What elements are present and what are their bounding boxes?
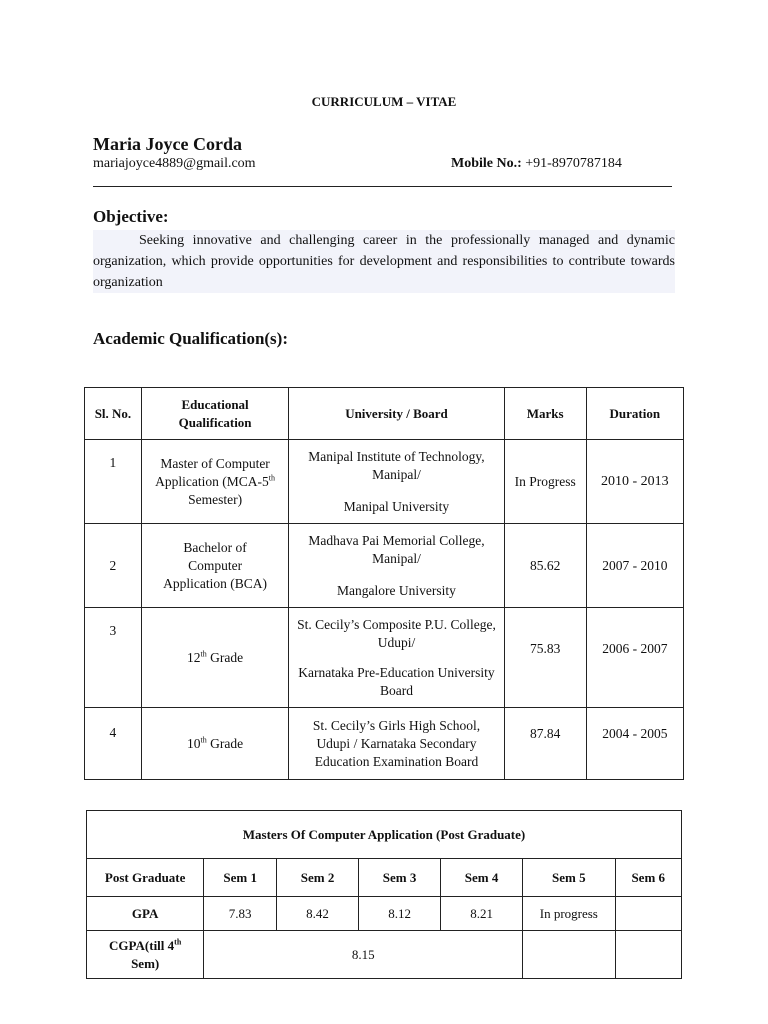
cell-duration: 2004 - 2005 — [586, 708, 683, 780]
col-header-sem1: Sem 1 — [204, 859, 277, 897]
gpa-sem4: 8.21 — [441, 897, 523, 931]
cell-university: Manipal Institute of Technology, Manipal/ Manipal University — [289, 440, 504, 524]
mca-title-row — [87, 811, 682, 859]
mca-gpa-table — [86, 810, 682, 979]
table-row — [85, 524, 684, 608]
cell-qualification: 12th Grade — [141, 608, 288, 708]
document-title: CURRICULUM – VITAE — [311, 94, 457, 109]
cgpa-label: CGPA(till 4th Sem) — [87, 931, 204, 979]
cell-marks: In Progress — [504, 440, 586, 524]
col-header-post-graduate: Post Graduate — [87, 859, 204, 897]
mca-header-row — [87, 859, 682, 897]
email-address: mariajoyce4889@gmail.com — [93, 156, 256, 171]
cell-qualification: Bachelor of Computer Application (BCA) — [141, 524, 288, 608]
objective-heading: Objective: — [93, 207, 169, 226]
col-header-sem4: Sem 4 — [441, 859, 523, 897]
cell-marks: 85.62 — [504, 524, 586, 608]
cell-slno: 3 — [85, 608, 142, 708]
col-header-sem3: Sem 3 — [359, 859, 441, 897]
gpa-sem3: 8.12 — [359, 897, 441, 931]
candidate-name: Maria Joyce Corda — [93, 134, 242, 154]
cell-marks: 75.83 — [504, 608, 586, 708]
cell-university: St. Cecily’s Girls High School, Udupi / Karnataka Secondary Education Examination Board — [289, 708, 504, 780]
col-header-sem5: Sem 5 — [523, 859, 615, 897]
mobile-label: Mobile No.: — [451, 156, 522, 171]
gpa-sem1: 7.83 — [204, 897, 277, 931]
cell-university: St. Cecily’s Composite P.U. College, Udupi/ Karnataka Pre-Education University Board — [289, 608, 504, 708]
cell-qualification: 10th Grade — [141, 708, 288, 780]
gpa-row — [87, 897, 682, 931]
table-row — [85, 708, 684, 780]
gpa-sem6 — [615, 897, 681, 931]
cell-duration: 2006 - 2007 — [586, 608, 683, 708]
objective-text — [93, 230, 675, 293]
col-header-university: University / Board — [289, 388, 504, 440]
cell-marks: 87.84 — [504, 708, 586, 780]
table-row — [85, 440, 684, 524]
cgpa-row — [87, 931, 682, 979]
cell-slno: 2 — [85, 524, 142, 608]
cgpa-empty-sem5 — [523, 931, 615, 979]
mobile-number — [451, 156, 622, 172]
mca-table-title: Masters Of Computer Application (Post Graduate) — [87, 811, 682, 859]
header-divider — [93, 186, 672, 187]
col-header-sem2: Sem 2 — [277, 859, 359, 897]
academic-header-row — [85, 388, 684, 440]
gpa-label: GPA — [87, 897, 204, 931]
cell-university: Madhava Pai Memorial College, Manipal/ Mangalore University — [289, 524, 504, 608]
cell-slno: 4 — [85, 708, 142, 780]
cell-duration: 2007 - 2010 — [586, 524, 683, 608]
cgpa-empty-sem6 — [615, 931, 681, 979]
col-header-marks: Marks — [504, 388, 586, 440]
academic-table — [84, 387, 684, 780]
gpa-sem2: 8.42 — [277, 897, 359, 931]
col-header-sem6: Sem 6 — [615, 859, 681, 897]
col-header-qualification: Educational Qualification — [141, 388, 288, 440]
col-header-duration: Duration — [586, 388, 683, 440]
mobile-value: +91-8970787184 — [525, 156, 622, 171]
cgpa-value: 8.15 — [204, 931, 523, 979]
academic-heading: Academic Qualification(s): — [93, 329, 288, 348]
cell-qualification: Master of Computer Application (MCA-5th Semester) — [141, 440, 288, 524]
objective-body: Seeking innovative and challenging career in the professionally managed and dynamic organization, which provide opportunities for development and responsibilities to contribute towards organization — [93, 233, 675, 290]
gpa-sem5: In progress — [523, 897, 615, 931]
cell-slno: 1 — [85, 440, 142, 524]
cell-duration: 2010 - 2013 — [586, 440, 683, 524]
col-header-slno: Sl. No. — [85, 388, 142, 440]
table-row — [85, 608, 684, 708]
